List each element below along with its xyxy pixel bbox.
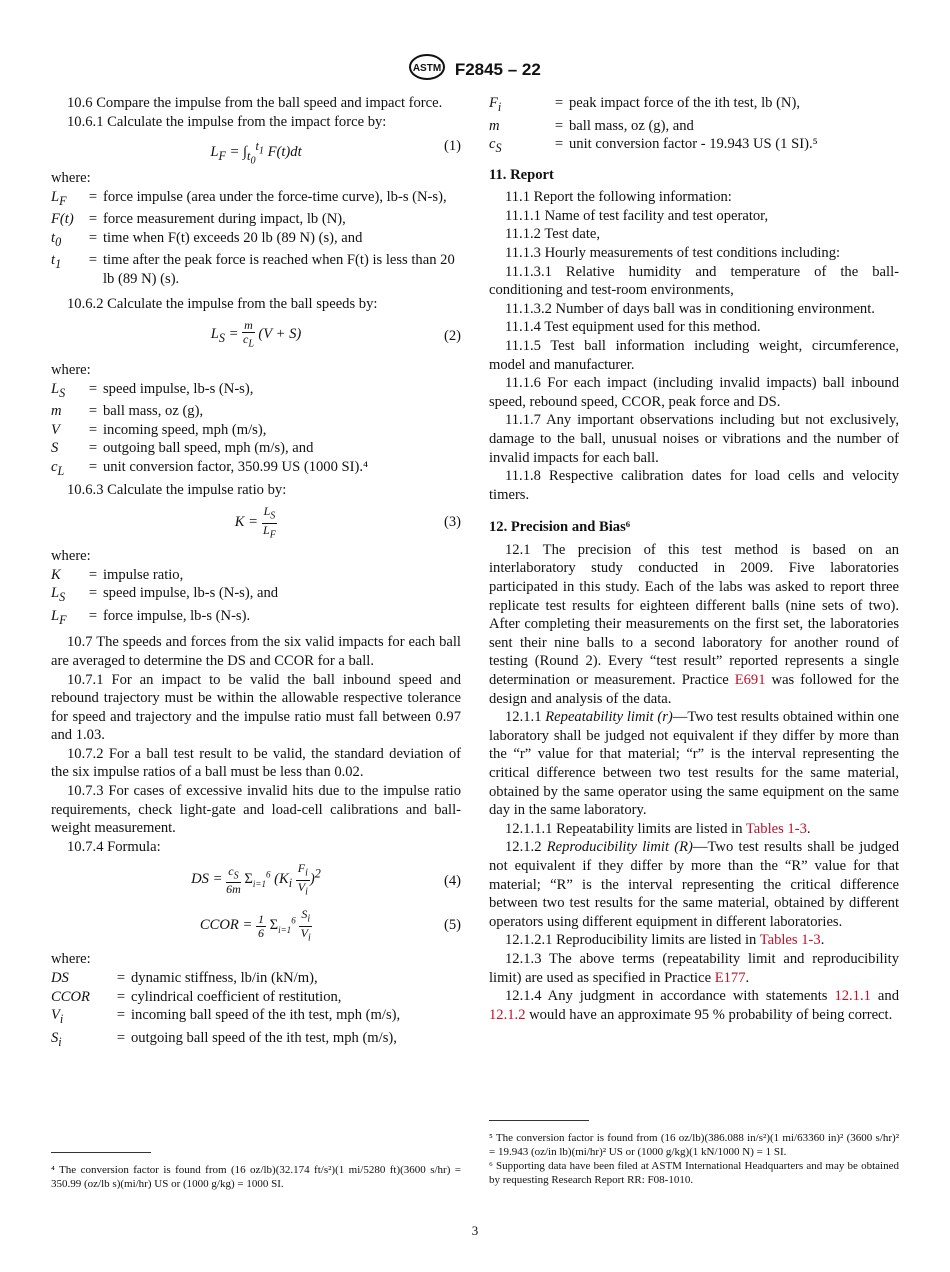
section-12-heading: 12. Precision and Bias⁶ <box>489 519 631 536</box>
para-11-1-3-1: 11.1.3.1 Relative humidity and temperature of the ball-conditioning and test-room environments, <box>489 263 899 299</box>
para-11-1-4: 11.1.4 Test equipment used for this method. <box>505 319 761 336</box>
where-label: where: <box>51 951 91 968</box>
equation-2: $L_S$ = $\frac{m}{c_L}$ (V + S) (2) <box>210 318 461 350</box>
left-column <box>51 94 461 1051</box>
footnote-6: ⁶ Supporting data have been filed at ASTM International Headquarters and may be obtained by requesting Research Report RR: F08-1010. <box>489 1160 899 1186</box>
footnote-rule <box>51 1152 151 1153</box>
equation-3-number: (3) <box>443 514 461 531</box>
page-header <box>0 54 950 86</box>
equation-1: $L_F = \int_{t_0}^{t_1}$ F(t)dt (1) <box>210 138 461 167</box>
designation: F2845 – 22 <box>454 59 541 79</box>
equation-5: CCOR = $\frac{1}{6}$ $\Sigma_{i=1}^6$ $\frac{S_i}{V_i}$ (5) <box>199 907 461 944</box>
where-label: where: <box>51 548 91 565</box>
definitions-2: $L_S$ = speed impulse, lb-s (N-s), m = ball mass, oz (g), V = incoming speed, mph (m/s), S = outgoing ball speed, mph (m/s), and $c_L$ = unit conversion factor, 350.99 US (1000 SI).⁴ <box>51 380 369 478</box>
para-12-1-1-1: 12.1.1.1 Repeatability limits are listed in Tables 1-3. <box>505 820 811 837</box>
footnote-4: ⁴ The conversion factor is found from (16 oz/lb)(32.174 ft/s²)(1 mi/5280 ft)(3600 s/hr) = 350.99 (oz/lb s)(mi/hr) US or (1000 g/kg) = 1000 SI. <box>51 1164 461 1190</box>
para-11-1-3: 11.1.3 Hourly measurements of test conditions including: <box>505 244 841 261</box>
para-12-1: 12.1 The precision of this test method is based on an interlaboratory study conducted in 2009. Five laboratories participated in this study. Each of the labs was asked to report three replicate test results for eighteen different balls (nine sets of two). After completing their measurements on the first set, the laboratories sent their nine balls to a second laboratory for another round of testing (Round 2). Every “test result” reported represents a single determination or measurement. Practice E691 was followed for the design and analysis of the data. <box>489 541 900 707</box>
para-11-1: 11.1 Report the following information: <box>505 189 732 206</box>
para-11-1-5: 11.1.5 Test ball information including weight, circumference, model and manufacturer. <box>489 337 899 373</box>
where-label: where: <box>51 170 91 187</box>
para-10-7: 10.7 The speeds and forces from the six valid impacts for each ball are averaged to determine the DS and CCOR for a ball. <box>51 634 461 669</box>
svg-text:ASTM: ASTM <box>412 63 442 74</box>
para-10-7-2: 10.7.2 For a ball test result to be valid, the standard deviation of the six impulse ratios of a ball must be less than 0.02. <box>51 745 461 781</box>
para-10-6-1: 10.6.1 Calculate the impulse from the impact force by: <box>67 113 387 130</box>
section-11-heading: 11. Report <box>489 166 554 183</box>
left-footnotes <box>51 1152 461 1191</box>
definitions-1: $L_F$ = force impulse (area under the force-time curve), lb-s (N-s), F(t) = force measurement during impact, lb (N), $t_0$ = time when F(t) exceeds 20 lb (89 N) (s), and $t_1$ = time after the peak force is reached when F(t) is less than 20 lb (89 N) (s). <box>51 188 455 287</box>
para-11-1-3-2: 11.1.3.2 Number of days ball was in conditioning environment. <box>505 300 875 317</box>
para-11-1-7: 11.1.7 Any important observations including but not exclusively, damage to the ball, unusual noises or vibrations and the number of invalid impacts for each ball. <box>489 412 899 466</box>
equation-4: DS = $\frac{c_S}{6m}$ $\Sigma_{i=1}^6$ ($K_i$ $\frac{F_i}{V_i}$ )$^2$ (4) <box>191 861 461 898</box>
footnote-5: ⁵ The conversion factor is found from (16 oz/lb)(386.088 in/s²)(1 mi/63360 in)² (3600 s/hr)² = 19.943 (oz/in lb)(mi/hr)² US or (1000 g/kg)(1 kN/1000 N) = 1 SI. <box>489 1132 899 1158</box>
para-10-6-2: 10.6.2 Calculate the impulse from the ball speeds by: <box>67 295 378 312</box>
where-label: where: <box>51 362 91 379</box>
para-10-7-4: 10.7.4 Formula: <box>67 838 161 855</box>
equation-2-number: (2) <box>443 328 461 345</box>
para-11-1-8: 11.1.8 Respective calibration dates for load cells and velocity timers. <box>489 468 899 503</box>
right-footnotes <box>489 1120 899 1187</box>
para-10-7-1: 10.7.1 For an impact to be valid the ball inbound speed and rebound trajectory must be within the allowable respective tolerance for speed and trajectory and the impulse ratio must fall between 0.97 and 1.03. <box>51 671 461 744</box>
para-12-1-4: 12.1.4 Any judgment in accordance with statements 12.1.1 and 12.1.2 would have an approximate 95 % probability of being correct. <box>489 988 899 1023</box>
definitions-5: $F_i$ = peak impact force of the ith test, lb (N), m = ball mass, oz (g), and $c_S$ = unit conversion factor - 19.943 US (1 SI).⁵ <box>489 95 818 155</box>
para-12-1-3: 12.1.3 The above terms (repeatability limit and reproducibility limit) are used as specified in Practice E177. <box>489 950 899 986</box>
definitions-4: DS = dynamic stiffness, lb/in (kN/m), CCOR = cylindrical coefficient of restitution, $V_i$ = incoming ball speed of the ith test, mph (m/s), $S_i$ = outgoing ball speed of the ith test, mph (m/s), <box>51 970 401 1049</box>
para-10-6-3: 10.6.3 Calculate the impulse ratio by: <box>67 481 287 498</box>
link-tables-1-3[interactable]: Tables 1-3 <box>745 820 807 837</box>
link-tables-1-3[interactable]: Tables 1-3 <box>759 932 821 949</box>
equation-3: K = $\frac{L_S}{L_F}$ (3) <box>234 504 461 540</box>
equation-4-number: (4) <box>443 873 461 890</box>
para-12-1-1: 12.1.1 Repeatability limit (r)—Two test results obtained within one laboratory shall be judged not equivalent if they differ by more than the “r” value for that material; “r” is the interval representing the critical difference between two test results for the same material, obtained by the same operator using the same equipment on the same day in the same laboratory. <box>489 709 899 819</box>
para-12-1-2: 12.1.2 Reproducibility limit (R)—Two test results shall be judged not equivalent if they differ by more than the “R” value for that material; “R” is the interval representing the critical difference between two test results for the same material, obtained by different operators using different equipment in different laboratories. <box>489 839 899 930</box>
para-12-1-2-1: 12.1.2.1 Reproducibility limits are listed in Tables 1-3. <box>505 932 825 949</box>
page-number: 3 <box>471 1223 479 1238</box>
footnote-rule <box>489 1120 589 1121</box>
definitions-3: K = impulse ratio, $L_S$ = speed impulse, lb-s (N-s), and $L_F$ = force impulse, lb-s (N-s). <box>51 566 279 627</box>
link-12-1-1[interactable]: 12.1.1 <box>834 988 871 1005</box>
para-11-1-6: 11.1.6 For each impact (including invalid impacts) ball inbound speed, rebound speed, CCOR, peak force and DS. <box>489 375 899 410</box>
equation-1-number: (1) <box>443 138 461 155</box>
link-e691[interactable]: E691 <box>734 672 766 689</box>
astm-logo-icon <box>409 54 445 86</box>
para-10-7-3: 10.7.3 For cases of excessive invalid hits due to the impulse ratio requirements, check light-gate and load-cell calibrations and ball-weight measurement. <box>51 783 461 837</box>
link-e177[interactable]: E177 <box>714 969 746 986</box>
equation-5-number: (5) <box>443 917 461 934</box>
right-column <box>489 94 899 1024</box>
link-12-1-2[interactable]: 12.1.2 <box>489 1006 526 1023</box>
para-11-1-2: 11.1.2 Test date, <box>505 226 601 243</box>
para-10-6: 10.6 Compare the impulse from the ball speed and impact force. <box>67 95 443 111</box>
para-11-1-1: 11.1.1 Name of test facility and test operator, <box>505 207 769 224</box>
